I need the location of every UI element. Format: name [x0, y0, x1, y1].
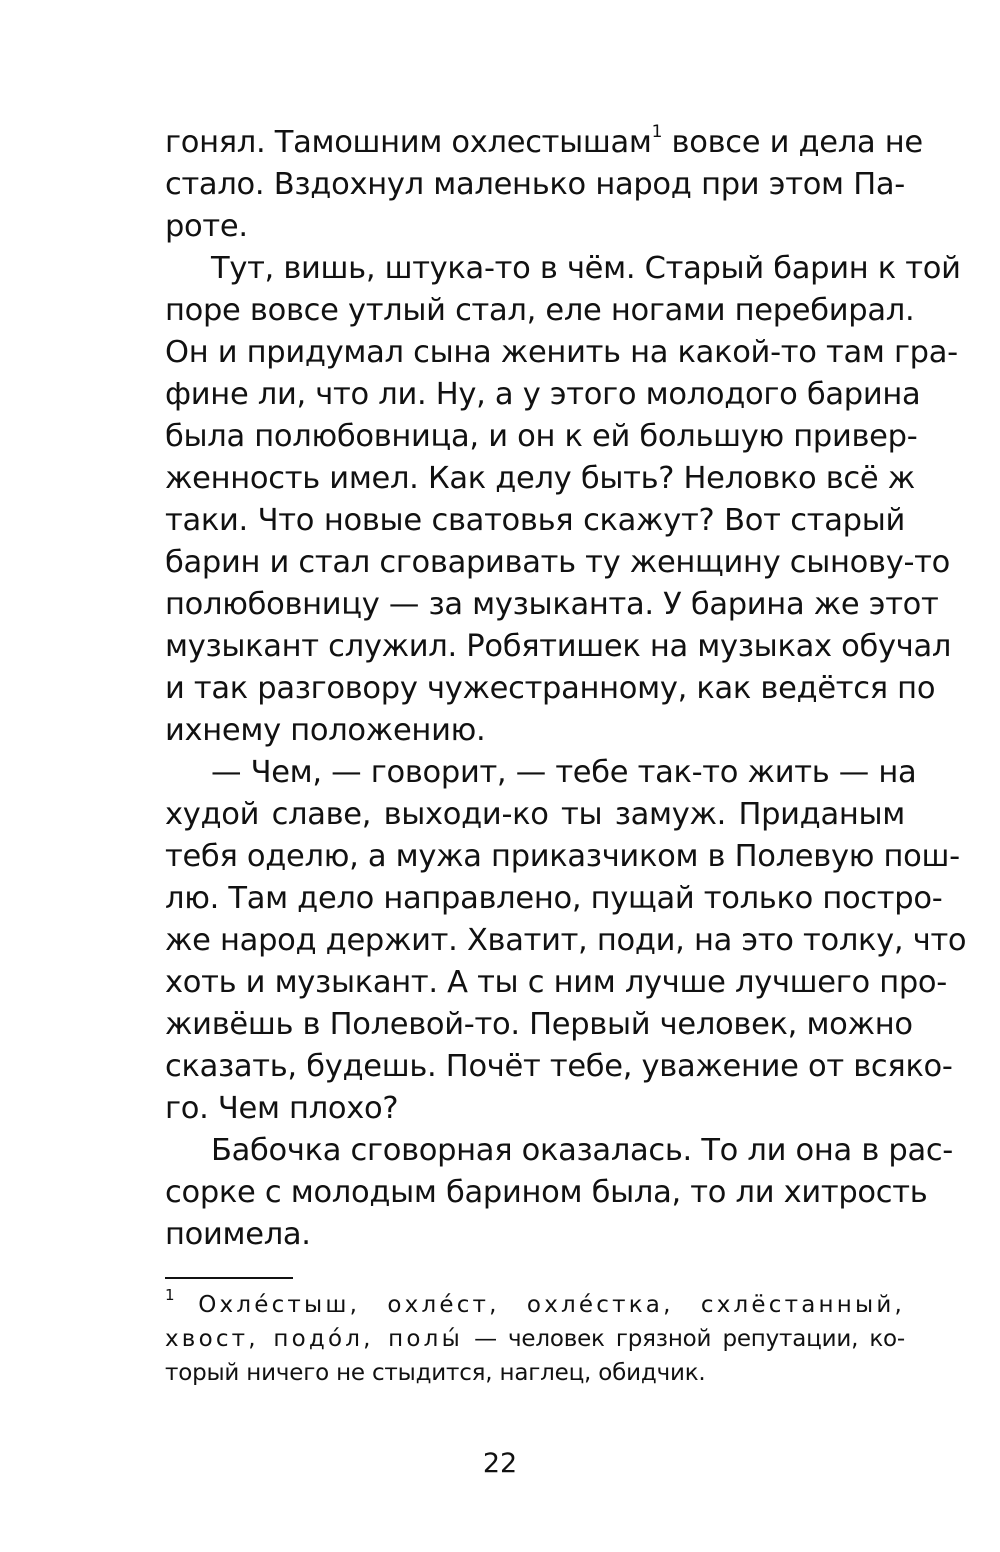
text-line: ихнему положению.	[165, 713, 486, 748]
text-line: таки. Что новые сватовья скажут? Вот старый	[165, 503, 905, 538]
text-line: фине ли, что ли. Ну, а у этого молодого барина	[165, 377, 921, 412]
text-line: барин и стал сговаривать ту женщину сынову-то	[165, 545, 950, 580]
text-line: была полюбовница, и он к ей большую привер-	[165, 419, 918, 454]
text-line: хоть и музыкант. А ты с ним лучше лучшего про-	[165, 965, 947, 1000]
text-fragment: гонял. Тамошним охлестышам	[165, 125, 652, 160]
text-line: поимела.	[165, 1217, 311, 1252]
footnote-marker: 1	[165, 1286, 175, 1305]
text-line: худой славе, выходи-ко ты замуж. Приданым	[165, 797, 905, 832]
text-line: го. Чем плохо?	[165, 1091, 399, 1126]
paragraph-3	[165, 752, 967, 1130]
footnote	[165, 1288, 905, 1390]
text-fragment: вовсе и дела не	[662, 125, 923, 160]
paragraph-2	[165, 248, 961, 752]
text-line: — Чем, — говорит, — тебе так-то жить — на	[211, 755, 917, 790]
text-line: Бабочка сговорная оказалась. То ли она в рас-	[211, 1133, 954, 1168]
text-line: живёшь в Полевой-то. Первый человек, можно	[165, 1007, 913, 1042]
paragraph-1	[165, 121, 923, 248]
footnote-terms: Охле́стыш, охле́ст, охле́стка, схлёстанный,	[198, 1292, 905, 1318]
text-line: сорке с молодым барином была, то ли хитрость	[165, 1175, 928, 1210]
paragraph-4	[165, 1130, 954, 1256]
text-line: роте.	[165, 209, 248, 244]
text-line: и так разговору чужестранному, как ведётся по	[165, 671, 936, 706]
footnote-line: торый ничего не стыдится, наглец, обидчик.	[165, 1360, 706, 1386]
text-line: полюбовницу — за музыканта. У барина же этот	[165, 587, 939, 622]
text-line: стало. Вздохнул маленько народ при этом Па-	[165, 167, 905, 202]
footnote-line	[165, 1288, 905, 1322]
main-text	[165, 121, 967, 1256]
footnote-reference[interactable]: 1	[651, 121, 663, 142]
page-number: 22	[482, 1448, 518, 1479]
text-line: сказать, будешь. Почёт тебе, уважение от всяко-	[165, 1049, 953, 1084]
footnote-divider	[165, 1277, 293, 1279]
footnote-definition: — человек грязной репутации, ко-	[462, 1326, 905, 1352]
text-line: Он и придумал сына женить на какой-то там гра-	[165, 335, 958, 370]
text-line: лю. Там дело направлено, пущай только постро-	[165, 881, 943, 916]
text-line	[165, 121, 923, 164]
footnote-terms: хвост, подо́л, полы́	[165, 1326, 463, 1352]
text-line: же народ держит. Хватит, поди, на это толку, что	[165, 923, 967, 958]
text-line: Тут, вишь, штука-то в чём. Старый барин к той	[211, 251, 961, 286]
text-line: поре вовсе утлый стал, еле ногами перебирал.	[165, 293, 915, 328]
text-line: музыкант служил. Робятишек на музыках обучал	[165, 629, 952, 664]
footnote-line	[165, 1322, 905, 1356]
text-line: тебя оделю, а мужа приказчиком в Полевую пош-	[165, 839, 960, 874]
text-line: женность имел. Как делу быть? Неловко всё ж	[165, 461, 915, 496]
